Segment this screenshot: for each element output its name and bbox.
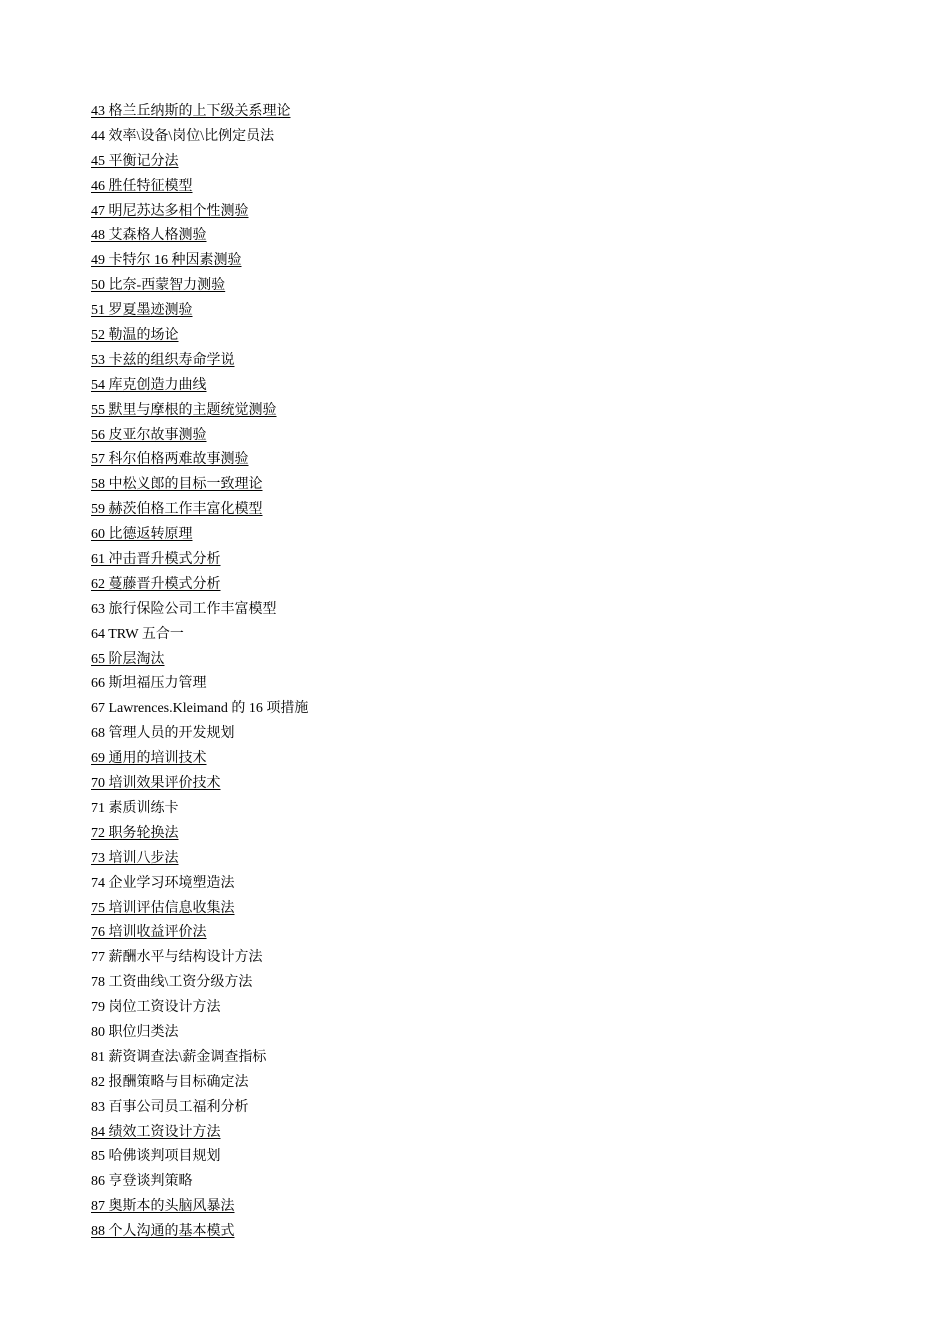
list-item-link[interactable]: 73 培训八步法 bbox=[91, 850, 179, 866]
list-item bbox=[91, 599, 308, 624]
list-item-link[interactable]: 65 阶层淘汰 bbox=[91, 651, 165, 667]
list-item-link[interactable]: 55 默里与摩根的主题统觉测验 bbox=[91, 402, 277, 418]
list-item bbox=[91, 375, 308, 400]
list-item bbox=[91, 997, 308, 1022]
list-item-text: 67 Lawrences.Kleimand 的 16 项措施 bbox=[91, 701, 309, 717]
list-item bbox=[91, 201, 308, 226]
list-item bbox=[91, 1122, 308, 1147]
list-item-text: 86 亨登谈判策略 bbox=[91, 1174, 193, 1190]
list-item bbox=[91, 673, 308, 698]
list-item bbox=[91, 151, 308, 176]
list-item bbox=[91, 748, 308, 773]
list-item bbox=[91, 524, 308, 549]
list-item-link[interactable]: 57 科尔伯格两难故事测验 bbox=[91, 452, 249, 468]
list-item-link[interactable]: 43 格兰丘纳斯的上下级关系理论 bbox=[91, 104, 291, 119]
list-item bbox=[91, 1022, 308, 1047]
list-item bbox=[91, 848, 308, 873]
list-item-link[interactable]: 84 绩效工资设计方法 bbox=[91, 1124, 221, 1140]
list-item bbox=[91, 300, 308, 325]
list-item bbox=[91, 474, 308, 499]
list-item-link[interactable]: 60 比德返转原理 bbox=[91, 527, 193, 543]
list-item bbox=[91, 649, 308, 674]
list-item bbox=[91, 922, 308, 947]
list-item bbox=[91, 972, 308, 997]
list-item-link[interactable]: 87 奥斯本的头脑风暴法 bbox=[91, 1199, 235, 1215]
list-item-link[interactable]: 62 蔓藤晋升模式分析 bbox=[91, 576, 221, 592]
list-item-link[interactable]: 52 勒温的场论 bbox=[91, 328, 179, 344]
list-item-link[interactable]: 88 个人沟通的基本模式 bbox=[91, 1224, 235, 1240]
list-item-link[interactable]: 69 通用的培训技术 bbox=[91, 751, 207, 767]
list-item bbox=[91, 449, 308, 474]
list-item-link[interactable]: 45 平衡记分法 bbox=[91, 153, 179, 169]
list-item-text: 79 岗位工资设计方法 bbox=[91, 1000, 221, 1016]
list-item bbox=[91, 1146, 308, 1171]
list-item bbox=[91, 723, 308, 748]
list-item-link[interactable]: 58 中松义郎的目标一致理论 bbox=[91, 477, 263, 493]
list-item bbox=[91, 1047, 308, 1072]
list-item bbox=[91, 275, 308, 300]
list-item bbox=[91, 1072, 308, 1097]
list-item-link[interactable]: 50 比奈-西蒙智力测验 bbox=[91, 278, 226, 294]
list-item-link[interactable]: 46 胜任特征模型 bbox=[91, 178, 193, 194]
list-item bbox=[91, 1221, 308, 1246]
list-item-link[interactable]: 76 培训收益评价法 bbox=[91, 925, 207, 941]
list-item-text: 81 薪资调查法\薪金调查指标 bbox=[91, 1049, 267, 1065]
list-item-text: 80 职位归类法 bbox=[91, 1024, 179, 1040]
list-item-text: 83 百事公司员工福利分析 bbox=[91, 1099, 249, 1115]
list-item-link[interactable]: 48 艾森格人格测验 bbox=[91, 228, 207, 244]
list-item-link[interactable]: 72 职务轮换法 bbox=[91, 825, 179, 841]
list-item-link[interactable]: 51 罗夏墨迹测验 bbox=[91, 303, 193, 319]
list-item-text: 74 企业学习环境塑造法 bbox=[91, 875, 235, 891]
list-item-link[interactable]: 47 明尼苏达多相个性测验 bbox=[91, 203, 249, 219]
list-item bbox=[91, 823, 308, 848]
list-item-link[interactable]: 59 赫茨伯格工作丰富化模型 bbox=[91, 502, 263, 518]
list-item bbox=[91, 1171, 308, 1196]
list-item-link[interactable]: 53 卡兹的组织寿命学说 bbox=[91, 352, 235, 368]
list-item-text: 44 效率\设备\岗位\比例定员法 bbox=[91, 128, 275, 144]
list-item bbox=[91, 126, 308, 151]
list-item bbox=[91, 250, 308, 275]
list-item-text: 63 旅行保险公司工作丰富模型 bbox=[91, 601, 277, 617]
list-item-link[interactable]: 75 培训评估信息收集法 bbox=[91, 900, 235, 916]
list-item bbox=[91, 499, 308, 524]
list-item bbox=[91, 176, 308, 201]
list-item bbox=[91, 350, 308, 375]
list-item bbox=[91, 798, 308, 823]
list-item bbox=[91, 101, 308, 126]
list-item-link[interactable]: 54 库克创造力曲线 bbox=[91, 377, 207, 393]
list-item bbox=[91, 1097, 308, 1122]
list-item-link[interactable]: 61 冲击晋升模式分析 bbox=[91, 552, 221, 568]
list-item bbox=[91, 873, 308, 898]
list-item-text: 64 TRW 五合一 bbox=[91, 626, 184, 642]
list-item-text: 78 工资曲线\工资分级方法 bbox=[91, 975, 253, 991]
method-list bbox=[91, 101, 308, 1246]
list-item-link[interactable]: 49 卡特尔 16 种因素测验 bbox=[91, 253, 242, 269]
list-item-text: 77 薪酬水平与结构设计方法 bbox=[91, 950, 263, 966]
list-item bbox=[91, 698, 308, 723]
list-item bbox=[91, 425, 308, 450]
list-item bbox=[91, 773, 308, 798]
list-item-text: 68 管理人员的开发规划 bbox=[91, 726, 235, 742]
list-item-link[interactable]: 70 培训效果评价技术 bbox=[91, 776, 221, 792]
list-item bbox=[91, 947, 308, 972]
list-item-text: 85 哈佛谈判项目规划 bbox=[91, 1149, 221, 1165]
list-item bbox=[91, 325, 308, 350]
list-item bbox=[91, 549, 308, 574]
list-item-text: 82 报酬策略与目标确定法 bbox=[91, 1074, 249, 1090]
list-item bbox=[91, 624, 308, 649]
list-item-link[interactable]: 56 皮亚尔故事测验 bbox=[91, 427, 207, 443]
list-item bbox=[91, 225, 308, 250]
list-item-text: 71 素质训练卡 bbox=[91, 800, 179, 816]
list-item-text: 66 斯坦福压力管理 bbox=[91, 676, 207, 692]
list-item bbox=[91, 898, 308, 923]
list-item bbox=[91, 574, 308, 599]
list-item bbox=[91, 400, 308, 425]
list-item bbox=[91, 1196, 308, 1221]
